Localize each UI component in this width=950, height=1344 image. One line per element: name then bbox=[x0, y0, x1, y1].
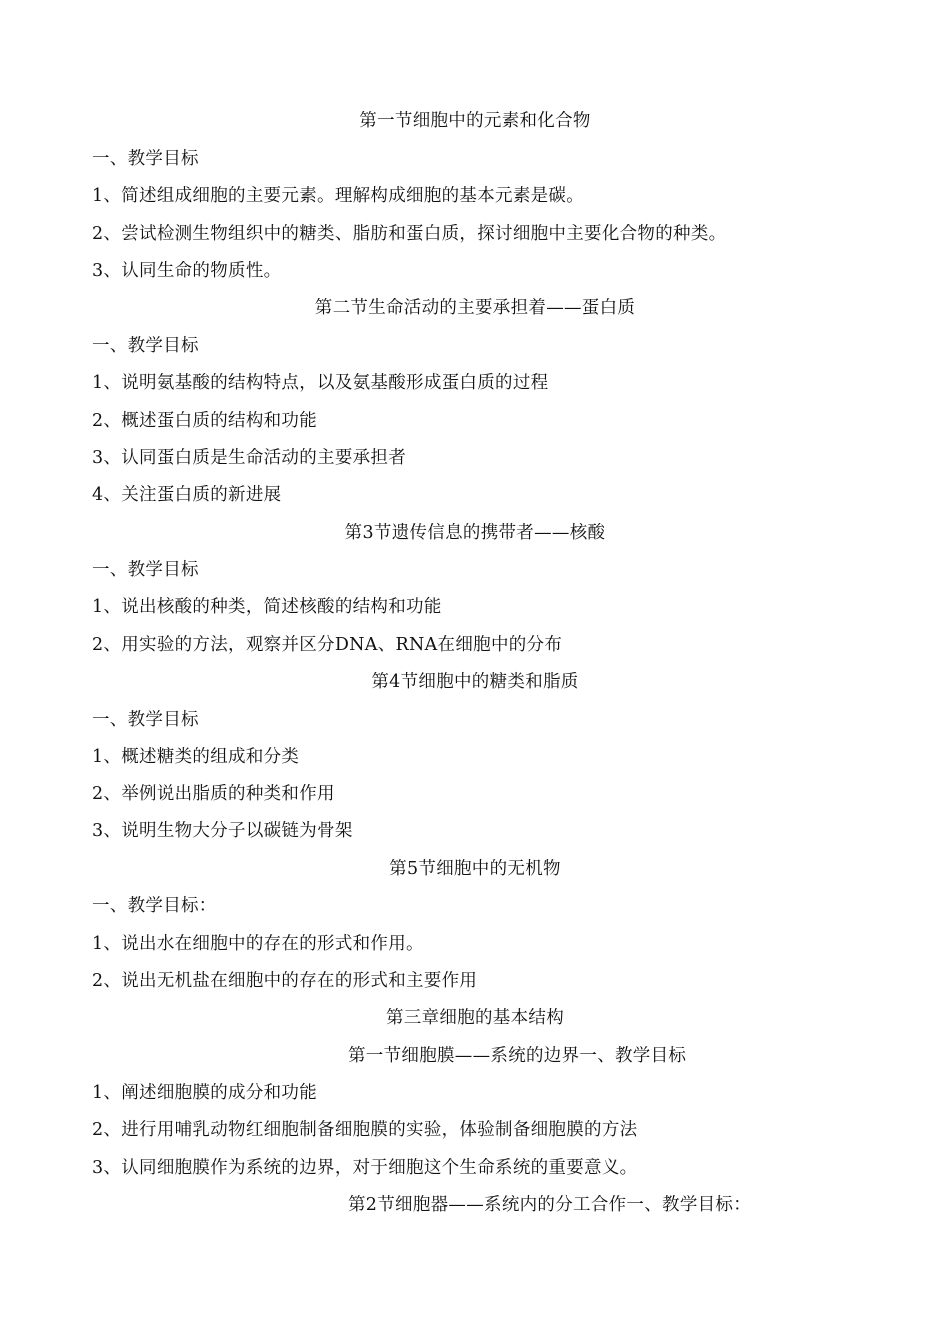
list-item: 3、认同蛋白质是生命活动的主要承担者 bbox=[92, 448, 407, 468]
section-heading: 第二节生命活动的主要承担着——蛋白质 bbox=[314, 298, 636, 318]
section-subheading: 一、教学目标： bbox=[92, 896, 217, 916]
list-item: 3、认同生命的物质性。 bbox=[92, 261, 282, 281]
section-heading: 第3节遗传信息的携带者——核酸 bbox=[344, 523, 606, 543]
list-item: 1、说出水在细胞中的存在的形式和作用。 bbox=[92, 934, 424, 954]
list-item: 2、用实验的方法，观察并区分DNA、RNA在细胞中的分布 bbox=[92, 635, 563, 655]
list-item: 2、举例说出脂质的种类和作用 bbox=[92, 784, 335, 804]
list-item: 1、简述组成细胞的主要元素。理解构成细胞的基本元素是碳。 bbox=[92, 186, 585, 206]
section-heading: 第5节细胞中的无机物 bbox=[389, 859, 561, 879]
list-item: 2、尝试检测生物组织中的糖类、脂肪和蛋白质，探讨细胞中主要化合物的种类。 bbox=[92, 224, 727, 244]
list-item: 2、说出无机盐在细胞中的存在的形式和主要作用 bbox=[92, 971, 478, 991]
section-subheading: 一、教学目标 bbox=[92, 710, 199, 730]
section-subheading: 一、教学目标 bbox=[92, 560, 199, 580]
list-item: 3、说明生物大分子以碳链为骨架 bbox=[92, 821, 353, 841]
list-item: 2、进行用哺乳动物红细胞制备细胞膜的实验，体验制备细胞膜的方法 bbox=[92, 1120, 638, 1140]
list-item: 3、认同细胞膜作为系统的边界，对于细胞这个生命系统的重要意义。 bbox=[92, 1158, 638, 1178]
list-item: 2、概述蛋白质的结构和功能 bbox=[92, 411, 318, 431]
list-item: 4、关注蛋白质的新进展 bbox=[92, 485, 282, 505]
section-subheading: 一、教学目标 bbox=[92, 149, 199, 169]
section-subheading: 一、教学目标 bbox=[92, 336, 199, 356]
section-heading: 第2节细胞器——系统内的分工合作一、教学目标： bbox=[348, 1195, 752, 1215]
chapter-title: 第三章细胞的基本结构 bbox=[386, 1008, 564, 1028]
section-heading: 第一节细胞中的元素和化合物 bbox=[359, 111, 591, 131]
section-heading: 第一节细胞膜——系统的边界一、教学目标 bbox=[348, 1046, 687, 1066]
section-heading: 第4节细胞中的糖类和脂质 bbox=[371, 672, 579, 692]
list-item: 1、说出核酸的种类，简述核酸的结构和功能 bbox=[92, 597, 442, 617]
list-item: 1、说明氨基酸的结构特点，以及氨基酸形成蛋白质的过程 bbox=[92, 373, 549, 393]
list-item: 1、阐述细胞膜的成分和功能 bbox=[92, 1083, 318, 1103]
list-item: 1、概述糖类的组成和分类 bbox=[92, 747, 300, 767]
